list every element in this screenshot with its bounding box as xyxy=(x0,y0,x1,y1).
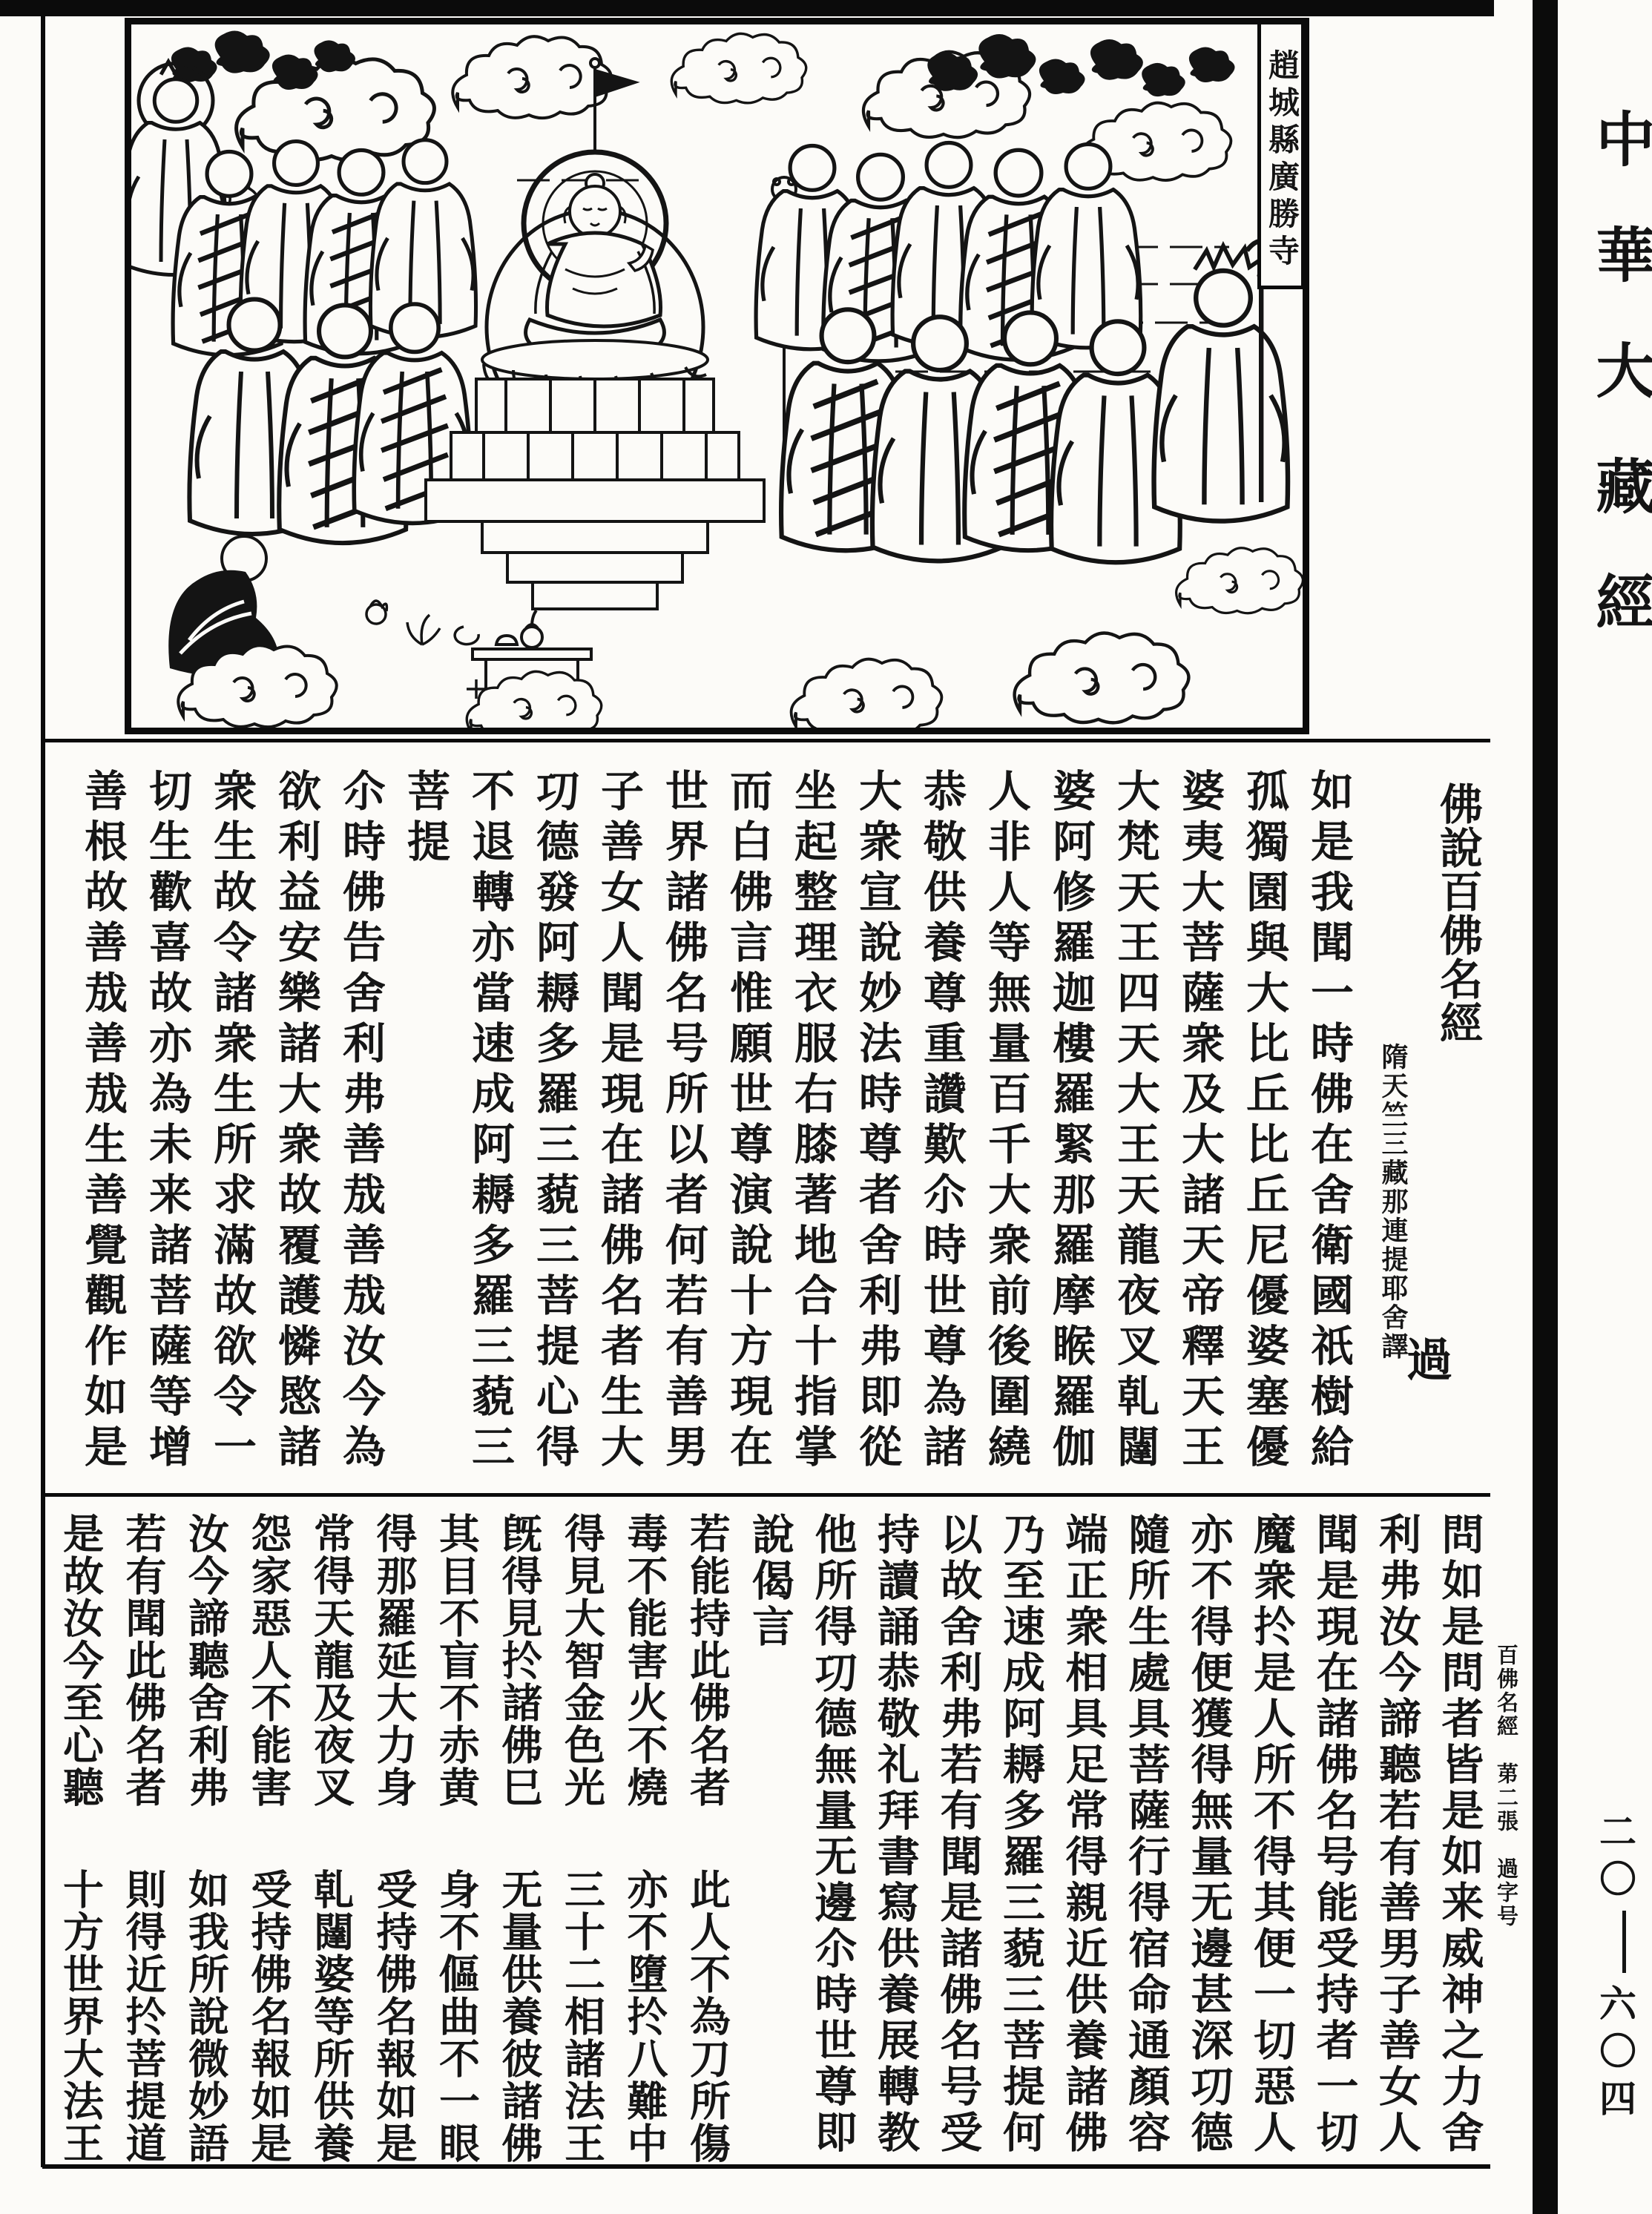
text-column: 尒時佛告舍利弗善㦲善㦲汝今為 xyxy=(336,768,384,1475)
verse-intro-column: 說偈言 xyxy=(746,1512,793,1650)
text-column: 乃至速成阿耨多羅三藐三菩提何 xyxy=(996,1512,1044,2156)
verse-lower: 受持佛名報如是 xyxy=(370,1868,416,2164)
margin-page-number xyxy=(1599,1808,1648,2123)
text-column: 持讀誦恭敬礼拜書寫供養展轉教 xyxy=(871,1512,918,2156)
text-column: 孤獨園與大比丘比丘尼優婆塞優 xyxy=(1240,768,1288,1475)
text-column: 衆生故令諸衆生所求滿故欲令一 xyxy=(207,768,255,1475)
text-column: 婆夷大菩薩衆及大諸天帝釋天王 xyxy=(1175,768,1223,1475)
verse-lower: 如我所說微妙語 xyxy=(182,1868,228,2164)
text-column: 㓛德發阿耨多羅三藐三菩提心得 xyxy=(530,768,578,1475)
text-column: 而白佛言惟願世尊演說十方現在 xyxy=(723,768,771,1475)
verse-upper: 旣得見扵諸佛巳 xyxy=(496,1512,542,1808)
temple-label xyxy=(1257,21,1305,289)
verse-lower: 此人不為刀所傷 xyxy=(684,1868,729,2164)
text-column: 切生歡喜故亦為未来諸菩薩等增 xyxy=(142,768,191,1475)
verse-upper: 常得天龍及夜叉 xyxy=(308,1512,353,1808)
verse-lower: 身不傴曲不一眼 xyxy=(433,1868,478,2164)
text-column: 不退轉亦當速成阿耨多羅三藐三 xyxy=(465,768,513,1475)
temple-label-text: 趙城縣廣勝寺 xyxy=(1264,49,1298,271)
text-column: 婆阿修羅迦樓羅緊那羅摩睺羅伽 xyxy=(1046,768,1094,1475)
verse-column xyxy=(361,1502,424,2164)
text-column: 大衆宣說妙法時尊者舍利弗即從 xyxy=(852,768,901,1475)
verse-upper: 若能持此佛名者 xyxy=(684,1512,729,1808)
verse-upper: 毒不能害火不燒 xyxy=(621,1512,667,1808)
text-column: 欲利益安樂諸大衆故覆護憐愍諸 xyxy=(272,768,320,1475)
text-column: 恭敬供養尊重讚歎尒時世尊為諸 xyxy=(917,768,965,1475)
verse-lower: 乹闥婆等所供養 xyxy=(308,1868,353,2164)
verse-lower: 三十二相諸法王 xyxy=(559,1868,604,2164)
verse-column xyxy=(48,1502,111,2164)
page-frame-bottom-rule xyxy=(42,2164,1490,2169)
text-column: 人非人等無量百千大衆前後圍繞 xyxy=(981,768,1030,1475)
lower-text-block xyxy=(45,1502,1490,2164)
verse-lower: 十方世界大法王 xyxy=(57,1868,102,2164)
verse-lower: 亦不墮扵八難中 xyxy=(621,1868,667,2164)
case-mark: 過 xyxy=(1406,1336,1453,1386)
margin-edition-title: 中華大藏經 xyxy=(1587,108,1652,687)
text-column: 菩提 xyxy=(401,768,449,869)
verse-column xyxy=(487,1502,550,2164)
verse-upper: 怨家惡人不能害 xyxy=(245,1512,291,1808)
page-number-page-digit: 六〇四 xyxy=(1599,1983,1636,2120)
text-column: 隨所生處具菩薩行得宿命通顏容 xyxy=(1122,1512,1169,2156)
verse-lower: 无量供養彼諸佛 xyxy=(496,1868,542,2164)
text-column: 大梵天王四天大王天龍夜叉乹闥 xyxy=(1110,768,1159,1475)
text-column: 以故舍利弗若有聞是諸佛名号受 xyxy=(934,1512,981,2156)
verse-lower: 則得近扵菩提道 xyxy=(119,1868,165,2164)
verse-upper: 得見大智金色光 xyxy=(559,1512,604,1808)
text-column: 魔衆扵是人所不得其便一切惡人 xyxy=(1247,1512,1294,2156)
verse-column xyxy=(299,1502,362,2164)
verse-column xyxy=(236,1502,299,2164)
verse-column xyxy=(111,1502,174,2164)
verse-upper: 汝今諦聽舍利弗 xyxy=(182,1512,228,1808)
sutra-title-column: 佛說百佛名經 xyxy=(1433,782,1481,1044)
page-number-volume-digit: 二〇 xyxy=(1599,1811,1636,1900)
text-column: 亦不得便獲得無量无邊甚深㓛德 xyxy=(1185,1512,1231,2156)
verse-column xyxy=(550,1502,613,2164)
page-frame-top-bar xyxy=(0,0,1494,16)
frontispiece-illustration xyxy=(125,18,1309,734)
verse-column xyxy=(174,1502,237,2164)
text-column: 他所得㓛德無量无邊尒時世尊即 xyxy=(809,1512,855,2156)
verse-upper: 得那羅延大力身 xyxy=(370,1512,416,1808)
text-column: 善根故善㦲善㦲生善覺觀作如是 xyxy=(78,768,126,1475)
verse-column xyxy=(612,1502,675,2164)
verse-upper: 是故汝今至心聽 xyxy=(57,1512,102,1808)
verse-column xyxy=(424,1502,487,2164)
verse-column xyxy=(675,1502,738,2164)
verse-lower: 受持佛名報如是 xyxy=(245,1868,291,2164)
buddha-assembly-woodcut xyxy=(131,24,1303,728)
upper-text-block xyxy=(45,743,1490,1491)
text-column: 聞是現在諸佛名号能受持者一切 xyxy=(1310,1512,1357,2156)
verse-upper: 若有聞此佛名者 xyxy=(119,1512,165,1808)
page-frame-right-bar xyxy=(1533,0,1558,2214)
text-column: 坐起整理衣服右膝著地合十指掌 xyxy=(788,768,836,1475)
section-divider-text xyxy=(42,1493,1490,1497)
section-divider-illustration xyxy=(42,739,1490,742)
verse-upper: 其目不盲不赤黄 xyxy=(433,1512,478,1808)
translator-column: 隋天竺三藏那連提耶舍譯 xyxy=(1378,1043,1408,1361)
text-column: 端正衆相具足常得親近供養諸佛 xyxy=(1059,1512,1106,2156)
text-column: 問如是問者皆是如来威神之力舍 xyxy=(1435,1512,1482,2156)
page-number-dash xyxy=(1622,1911,1626,1973)
text-column: 世界諸佛名号所以者何若有善男 xyxy=(659,768,707,1475)
text-column: 子善女人聞是現在諸佛名者生大 xyxy=(594,768,642,1475)
text-column: 利弗汝今諦聽若有善男子善女人 xyxy=(1372,1512,1420,2156)
text-column: 如是我聞一時佛在舍衛國祇樹給 xyxy=(1304,768,1352,1475)
sheet-number-note: 百佛名經 苐二張 過字号 xyxy=(1494,1644,1518,1928)
